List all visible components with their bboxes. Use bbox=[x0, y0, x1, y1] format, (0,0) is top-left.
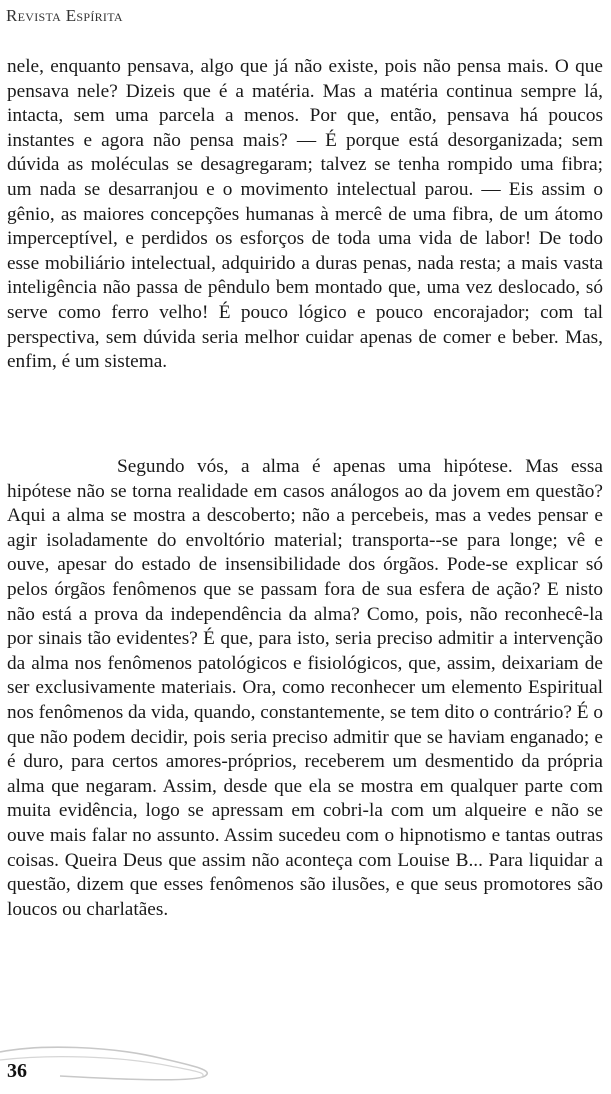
body-paragraph: Segundo vós, a alma é apenas uma hipótese. Mas essa hipótese não se torna realidade em casos análogos ao da jovem em questão? Aqui a alma se mostra a descoberto; não a percebeis, mas a vedes pensar e agir isoladamente do envoltório material; transporta--se para longe; vê e ouve, apesar do estado de insensibilidade dos órgãos. Pode-se explicar só pelos órgãos fenômenos que se passam fora de sua esfera de ação? E nisto não está a prova da independência da alma? Como, pois, não reconhecê-la por sinais tão evidentes? É que, para isto, seria preciso admitir a intervenção da alma nos fenômenos patológicos e fisiológicos, que, assim, deixariam de ser exclusivamente materiais. Ora, como reconhecer um elemento Espiritual nos fenômenos da vida, quando, constantemente, se tem dito o contrário? É o que não podem decidir, pois seria preciso admitir que se haviam enganado; e é duro, para certos amores-próprios, receberem um desmentido da própria alma que negaram. Assim, desde que ela se mostra em qualquer parte com muita evidência, logo se apressam em cobri-la com um alqueire e não se ouve mais falar no assunto. Assim sucedeu com o hipnotismo e tantas outras coisas. Queira Deus que assim não aconteça com Louise B... Para liquidar a questão, dizem que esses fenômenos são ilusões, e que seus promotores são loucos ou charlatães. bbox=[7, 456, 603, 920]
body-paragraph: nele, enquanto pensava, algo que já não existe, pois não pensa mais. O que pensava nele? Dizeis que é a matéria. Mas a matéria continua sempre lá, intacta, sem uma parcela a menos. Por que, então, pensava há poucos instantes e agora não pensa mais? — É porque está desorganizada; sem dúvida as moléculas se desagregaram; talvez se tenha rompido uma fibra; um nada se desarranjou e o movimento intelectual parou. — Eis assim o gênio, as maiores concepções humanas à mercê de uma fibra, de um átomo imperceptível, e perdidos os esforços de toda uma vida de labor! De todo esse mobiliário intelectual, adquirido a duras penas, nada resta; a mais vasta inteligência não passa de pêndulo bem montado que, uma vez deslocado, só serve como ferro velho! É pouco lógico e pouco encorajador; com tal perspectiva, sem dúvida seria melhor cuidar apenas de comer e beber. Mas, enfim, é um sistema. bbox=[7, 56, 603, 373]
running-header: Revista Espírita bbox=[6, 6, 123, 25]
page-number: 36 bbox=[7, 1060, 27, 1082]
footer-swoosh-ornament bbox=[0, 1040, 230, 1085]
